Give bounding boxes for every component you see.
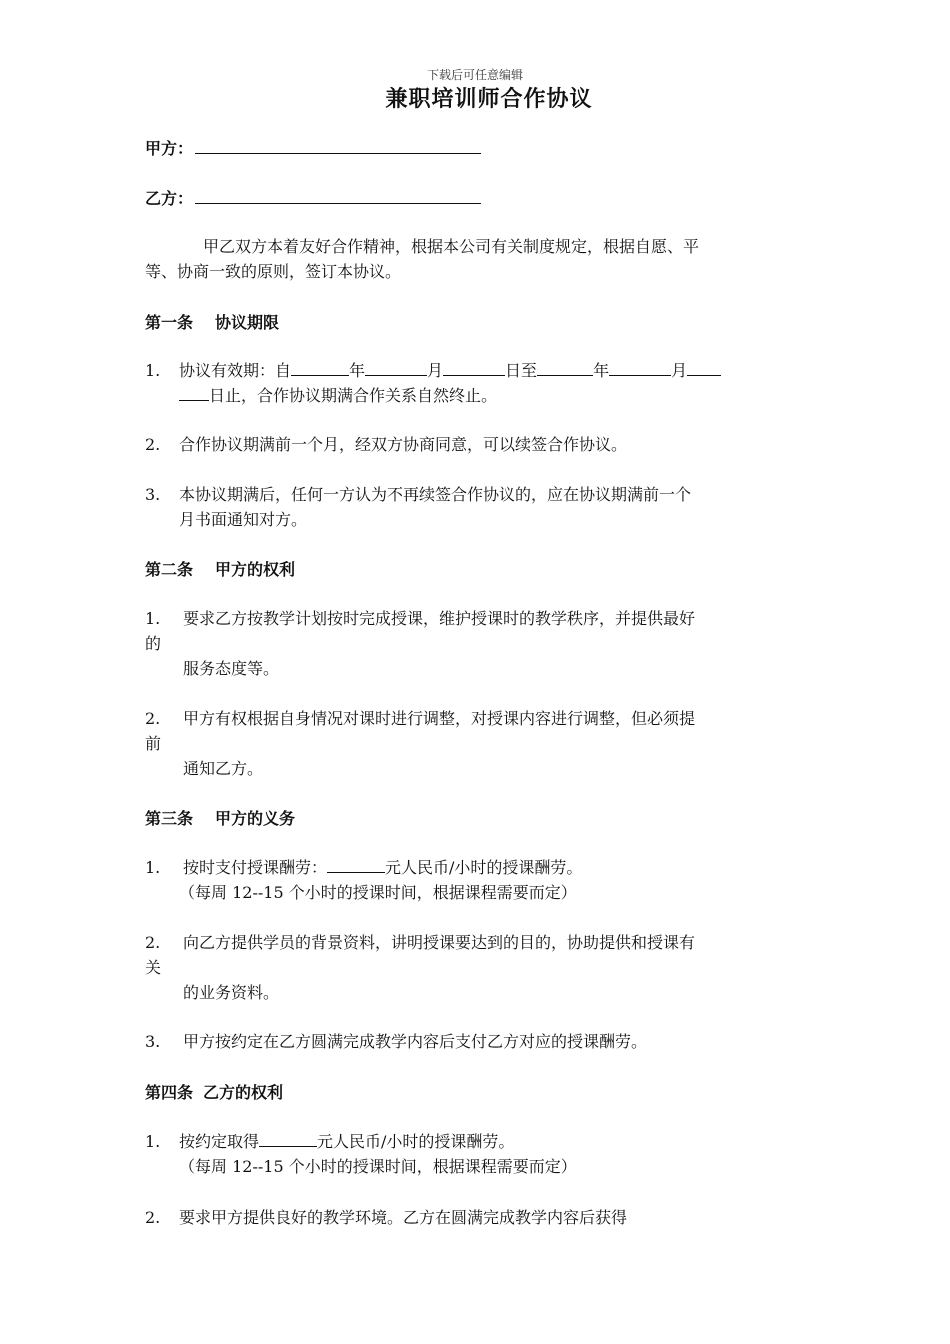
party-b-blank-line — [195, 189, 481, 204]
a1-item1-number: 1. — [145, 361, 161, 380]
a2-item2-wrap: 前 — [145, 734, 162, 753]
a1-item3-line1: 本协议期满后，任何一方认为不再续签合作协议的，应在协议期满前一个 — [179, 485, 692, 504]
intro-line-1: 甲乙双方本着友好合作精神，根据本公司有关制度规定，根据自愿、平 — [203, 237, 700, 256]
party-a-field — [145, 136, 481, 159]
a1-item3-number: 3. — [145, 485, 161, 504]
blank-start-year — [291, 360, 349, 376]
a4-item2-number: 2. — [145, 1208, 161, 1227]
party-b-field — [145, 186, 481, 209]
article-1-number: 第一条 — [145, 313, 194, 332]
document-title: 兼职培训师合作协议 — [385, 87, 593, 112]
a4-item2-text: 要求甲方提供良好的教学环境。乙方在圆满完成教学内容后获得 — [179, 1208, 628, 1227]
article-3-title: 甲方的义务 — [215, 809, 296, 828]
a2-item1-line2: 服务态度等。 — [183, 659, 280, 678]
a1-item2-number: 2. — [145, 435, 161, 454]
intro-line-2: 等、协商一致的原则，签订本协议。 — [145, 262, 402, 281]
a1-item2-text: 合作协议期满前一个月，经双方协商同意，可以续签合作协议。 — [179, 435, 628, 454]
a2-item2-line1: 甲方有权根据自身情况对课时进行调整，对授课内容进行调整，但必须提 — [183, 709, 696, 728]
a3-item2-number: 2. — [145, 933, 161, 952]
a2-item1-wrap: 的 — [145, 634, 162, 653]
blank-start-month — [365, 360, 427, 376]
a3-item2-line1: 向乙方提供学员的背景资料，讲明授课要达到的目的，协助提供和授课有 — [183, 933, 696, 952]
article-4-title: 乙方的权利 — [203, 1083, 284, 1102]
article-1-heading — [145, 310, 279, 333]
party-a-label: 甲方： — [145, 139, 194, 158]
article-1-title: 协议期限 — [215, 313, 280, 332]
a3-item3-number: 3. — [145, 1032, 161, 1051]
article-4-heading — [145, 1080, 283, 1103]
a4-item1-number: 1. — [145, 1132, 161, 1151]
a3-item2-wrap: 关 — [145, 958, 162, 977]
blank-start-day — [443, 360, 505, 376]
a4-item1-line2: （每周 12--15 个小时的授课时间，根据课程需要而定） — [179, 1157, 577, 1176]
a3-item1-line2: （每周 12--15 个小时的授课时间，根据课程需要而定） — [179, 883, 577, 902]
a1-item3-line2: 月书面通知对方。 — [179, 510, 308, 529]
a3-item1-number: 1. — [145, 858, 161, 877]
a2-item1-line1: 要求乙方按教学计划按时完成授课，维护授课时的教学秩序，并提供最好 — [183, 609, 696, 628]
blank-end-year — [537, 360, 593, 376]
article-3-number: 第三条 — [145, 809, 194, 828]
a3-item1-line1: 按时支付授课酬劳： 元人民币/小时的授课酬劳。 — [183, 858, 583, 877]
article-2-number: 第二条 — [145, 560, 194, 579]
a2-item2-line2: 通知乙方。 — [183, 759, 264, 778]
a3-item2-line2: 的业务资料。 — [183, 983, 280, 1002]
a3-item3-text: 甲方按约定在乙方圆满完成教学内容后支付乙方对应的授课酬劳。 — [183, 1032, 648, 1051]
blank-end-day-part2 — [179, 385, 209, 401]
article-2-title: 甲方的权利 — [215, 560, 296, 579]
header-note: 下载后可任意编辑 — [426, 68, 523, 82]
blank-fee-rate-b — [259, 1131, 317, 1147]
party-a-blank-line — [195, 139, 481, 154]
article-2-heading — [145, 557, 295, 580]
article-4-number: 第四条 — [145, 1083, 194, 1102]
a4-item1-line1: 按约定取得 元人民币/小时的授课酬劳。 — [179, 1132, 515, 1151]
a2-item2-number: 2. — [145, 709, 161, 728]
a2-item1-number: 1. — [145, 609, 161, 628]
blank-fee-rate-a — [327, 857, 385, 873]
blank-end-day-part1 — [687, 360, 721, 376]
a1-item1-line2: 日止，合作协议期满合作关系自然终止。 — [179, 383, 497, 408]
party-b-label: 乙方： — [145, 189, 194, 208]
a1-item1-line1: 协议有效期：自 年 月 日至 年 月 — [179, 358, 721, 383]
article-3-heading — [145, 806, 295, 829]
blank-end-month — [609, 360, 671, 376]
